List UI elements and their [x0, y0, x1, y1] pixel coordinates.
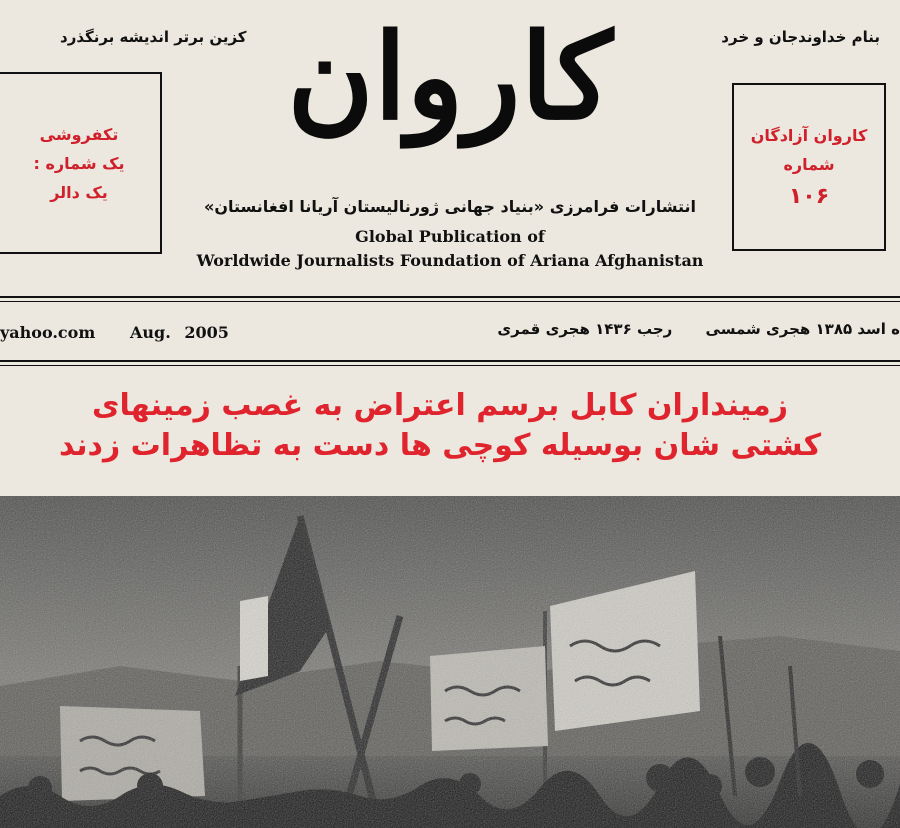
issue-box [732, 83, 886, 251]
divider-bottom [0, 360, 900, 362]
publisher-english-line1: Global Publication of [355, 227, 545, 246]
header-motto-left: کزین برتر اندیشه برنگذرد [60, 28, 247, 46]
dateline-date-english: Aug. 2005 [130, 323, 229, 342]
publisher-english-line2: Worldwide Journalists Foundation of Ariana Afghanistan [196, 251, 704, 270]
dateline-date-qamari: رجب ۱۴۳۶ هجری قمری [497, 320, 673, 338]
price-box-line2: یک شماره : [33, 153, 125, 173]
publisher-persian: انتشارات فرامرزی «بنیاد جهانی ژورنالیستان آریانا افغانستان» [203, 197, 697, 216]
price-box [0, 72, 162, 254]
masthead-title: کاروان [287, 7, 613, 146]
divider-top-thin [0, 301, 900, 302]
dateline-date-shamsi: ه اسد ۱۳۸۵ هجری شمسی [705, 320, 900, 338]
dateline-email: yahoo.com [0, 323, 96, 342]
headline [30, 386, 850, 465]
issue-box-line1: کاروان آزادگان [750, 125, 868, 145]
headline-line1: زمینداران کابل برسم اعتراض به غصب زمینهای [92, 388, 788, 423]
issue-box-line2: شماره [783, 154, 835, 174]
protest-photo [0, 496, 900, 828]
header-motto-right: بنام خداوندجان و خرد [721, 28, 880, 46]
price-box-line1: تکفروشی [39, 124, 119, 144]
dateline-date-persian [469, 320, 900, 338]
issue-number: ۱۰۶ [788, 183, 830, 209]
divider-bottom-thin [0, 365, 900, 366]
divider-top [0, 296, 900, 298]
price-box-line3: یک دالر [50, 182, 108, 202]
headline-line2: کشتی شان بوسیله کوچی ها دست به تظاهرات زدند [58, 427, 822, 463]
